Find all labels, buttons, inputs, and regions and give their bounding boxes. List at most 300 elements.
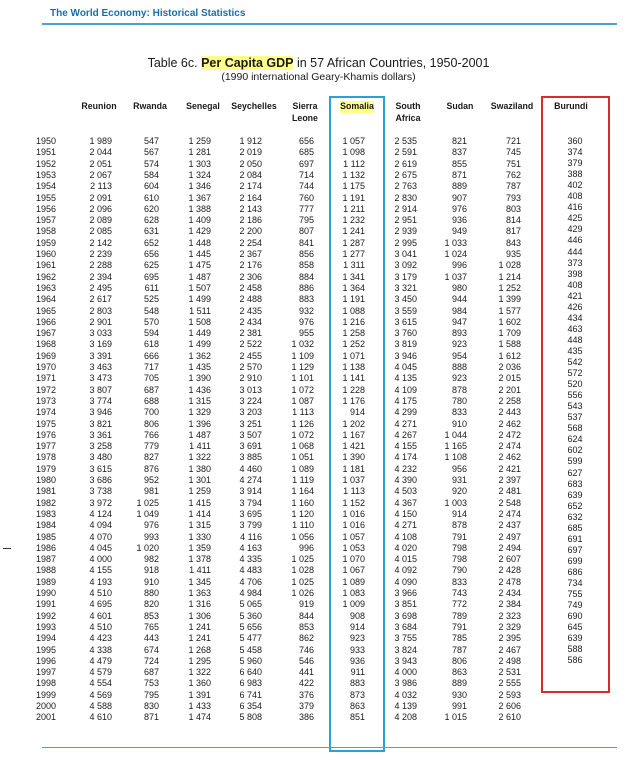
value-cell: 4 155 (89, 565, 112, 576)
year-cell: 1972 (35, 384, 56, 395)
table-row (0, 373, 637, 384)
value-cell: 1 259 (188, 136, 211, 146)
value-cell: 1 056 (291, 531, 314, 542)
value-cell: 2 763 (394, 181, 417, 192)
value-cell: 907 (451, 192, 467, 203)
value-cell: 745 (505, 147, 521, 158)
value-cell: 1 089 (291, 463, 314, 474)
year-cell: 1986 (35, 542, 56, 553)
burundi-value-cell: 586 (567, 655, 583, 666)
value-cell: 1 295 (188, 655, 211, 666)
value-cell: 1 083 (342, 588, 365, 598)
value-cell: 1 037 (342, 475, 365, 485)
burundi-value-cell: 463 (567, 323, 583, 334)
burundi-value-cell: 697 (567, 544, 583, 555)
value-cell: 4 267 (394, 429, 417, 440)
table-row (0, 257, 637, 271)
value-cell: 674 (143, 644, 159, 655)
value-cell: 1 508 (188, 316, 211, 327)
value-cell: 2 421 (498, 463, 521, 474)
value-cell: 4 569 (89, 689, 112, 700)
value-cell: 1 577 (498, 305, 521, 316)
value-cell: 1 474 (188, 712, 211, 723)
burundi-value-cell: 374 (567, 147, 583, 158)
year-cell: 1975 (35, 418, 56, 429)
burundi-value-cell: 556 (567, 390, 583, 401)
value-cell: 2 085 (89, 226, 112, 237)
value-cell: 982 (143, 554, 159, 565)
value-cell: 956 (451, 463, 467, 474)
year-cell: 1997 (35, 667, 56, 678)
burundi-value-cell: 588 (567, 644, 583, 655)
table-row (0, 317, 637, 328)
value-cell: 2 951 (394, 215, 417, 226)
year-cell: 1998 (35, 678, 56, 689)
table-row (0, 588, 637, 599)
value-cell: 1 020 (136, 542, 159, 553)
value-cell: 1 399 (498, 294, 521, 305)
value-cell: 4 390 (394, 475, 417, 485)
value-cell: 2 200 (239, 226, 262, 237)
value-cell: 1 436 (188, 384, 211, 395)
value-cell: 1 602 (498, 316, 521, 327)
value-cell: 4 695 (89, 599, 112, 610)
value-cell: 3 321 (394, 282, 417, 293)
value-cell: 4 045 (394, 362, 417, 372)
value-cell: 1 175 (342, 181, 365, 192)
year-cell: 1956 (35, 203, 56, 214)
value-cell: 2 434 (239, 316, 262, 327)
value-cell: 2 288 (89, 260, 112, 271)
value-cell: 3 966 (394, 588, 417, 598)
burundi-value-cell: 416 (567, 202, 583, 213)
value-cell: 3 986 (394, 678, 417, 689)
table-row (0, 159, 637, 170)
value-cell: 1 391 (188, 689, 211, 700)
table-row (0, 283, 637, 294)
value-cell: 2 176 (239, 260, 262, 271)
value-cell: 1 303 (188, 158, 211, 169)
value-cell: 873 (349, 689, 365, 700)
value-cell: 1 388 (188, 203, 211, 214)
year-cell: 1960 (35, 249, 56, 259)
value-cell: 2 019 (239, 147, 262, 158)
year-cell: 1965 (35, 305, 56, 316)
year-cell: 1990 (35, 588, 56, 598)
value-cell: 2 570 (239, 362, 262, 372)
value-cell: 4 208 (394, 712, 417, 723)
year-cell: 1993 (35, 621, 56, 632)
value-cell: 4 299 (394, 407, 417, 418)
value-cell: 2 050 (239, 158, 262, 169)
value-cell: 1 414 (188, 508, 211, 519)
value-cell: 1 346 (188, 181, 211, 192)
column-header-line: Seychelles (231, 101, 277, 111)
value-cell: 807 (298, 226, 314, 237)
value-cell: 790 (451, 565, 467, 576)
value-cell: 3 391 (89, 350, 112, 361)
year-cell: 1953 (35, 169, 56, 180)
value-cell: 1 009 (342, 599, 365, 610)
value-cell: 422 (298, 678, 314, 689)
value-cell: 1 912 (239, 136, 262, 146)
table-row (0, 328, 637, 339)
burundi-value-cell: 602 (567, 445, 583, 456)
value-cell: 4 135 (394, 373, 417, 384)
value-cell: 2 254 (239, 237, 262, 248)
value-cell: 791 (451, 621, 467, 632)
table-row (0, 678, 637, 689)
column-header-line: Africa (395, 112, 421, 123)
burundi-value-cell: 402 (567, 180, 583, 191)
value-cell: 863 (451, 667, 467, 678)
value-cell: 1 421 (342, 441, 365, 452)
value-cell: 785 (451, 633, 467, 644)
burundi-value-cell: 360 (567, 136, 583, 146)
value-cell: 1 330 (188, 531, 211, 542)
year-cell: 1958 (35, 226, 56, 237)
value-cell: 1 098 (342, 147, 365, 158)
value-cell: 4 335 (239, 554, 262, 565)
value-cell: 1 024 (444, 249, 467, 259)
value-cell: 2 548 (498, 497, 521, 508)
value-cell: 2 474 (498, 441, 521, 452)
burundi-value-cell: 421 (567, 290, 583, 301)
value-cell: 806 (143, 418, 159, 429)
value-cell: 893 (451, 328, 467, 339)
value-cell: 2 067 (89, 169, 112, 180)
value-cell: 618 (143, 339, 159, 350)
value-cell: 3 684 (394, 621, 417, 632)
value-cell: 1 301 (188, 475, 211, 485)
value-cell: 743 (451, 588, 467, 598)
burundi-value-cell: 444 (567, 246, 583, 257)
value-cell: 1 378 (188, 554, 211, 565)
year-cell: 1967 (35, 328, 56, 339)
year-cell: 1991 (35, 599, 56, 610)
value-cell: 871 (143, 712, 159, 723)
burundi-value-cell: 645 (567, 622, 583, 633)
value-cell: 1 449 (188, 328, 211, 339)
value-cell: 4 423 (89, 633, 112, 644)
value-cell: 1 132 (342, 169, 365, 180)
value-cell: 980 (451, 282, 467, 293)
table-row (0, 294, 637, 305)
value-cell: 546 (298, 655, 314, 666)
value-cell: 4 124 (89, 508, 112, 519)
table-row (0, 520, 637, 531)
table-row (0, 554, 637, 565)
value-cell: 2 606 (498, 701, 521, 711)
value-cell: 717 (143, 362, 159, 372)
value-cell: 2 494 (498, 542, 521, 553)
table-row (0, 532, 637, 543)
value-cell: 3 450 (394, 294, 417, 305)
value-cell: 1 322 (188, 667, 211, 678)
year-cell: 1957 (35, 215, 56, 226)
value-cell: 827 (143, 452, 159, 463)
value-cell: 2 593 (498, 689, 521, 700)
value-cell: 2 830 (394, 192, 417, 203)
value-cell: 1 033 (444, 237, 467, 248)
value-cell: 685 (298, 147, 314, 158)
value-cell: 3 686 (89, 475, 112, 485)
title-highlight: Per Capita GDP (201, 56, 294, 70)
value-cell: 1 367 (188, 192, 211, 203)
value-cell: 4 271 (394, 520, 417, 531)
value-cell: 1 025 (291, 554, 314, 565)
value-cell: 4 174 (394, 452, 417, 463)
value-cell: 1 322 (188, 452, 211, 463)
value-cell: 2 015 (498, 373, 521, 384)
value-cell: 2 675 (394, 169, 417, 180)
value-cell: 914 (451, 508, 467, 519)
value-cell: 1 119 (292, 475, 314, 485)
value-cell: 843 (505, 237, 521, 248)
value-cell: 863 (349, 701, 365, 711)
value-cell: 1 025 (136, 497, 159, 508)
value-cell: 2 036 (498, 362, 521, 372)
value-cell: 2 113 (90, 181, 112, 192)
burundi-value-cell: 446 (567, 235, 583, 246)
value-cell: 2 474 (498, 508, 521, 519)
value-cell: 1 112 (343, 158, 365, 169)
year-cell: 1962 (35, 271, 56, 282)
value-cell: 2 458 (239, 282, 262, 293)
value-cell: 594 (143, 328, 159, 339)
value-cell: 1 359 (188, 542, 211, 553)
value-cell: 1 049 (136, 508, 159, 519)
year-cell: 1951 (35, 147, 56, 158)
title-suffix: in 57 African Countries, 1950-2001 (293, 56, 490, 70)
value-cell: 2 384 (498, 599, 521, 610)
value-cell: 765 (143, 621, 159, 632)
value-cell: 888 (451, 362, 467, 372)
value-cell: 4 193 (89, 576, 112, 587)
value-cell: 574 (143, 158, 159, 169)
value-cell: 1 306 (188, 610, 211, 621)
value-cell: 4 579 (89, 667, 112, 678)
burundi-value-cell: 388 (567, 169, 583, 180)
value-cell: 628 (143, 215, 159, 226)
value-cell: 631 (143, 226, 159, 237)
value-cell: 4 094 (89, 520, 112, 531)
value-cell: 4 610 (89, 712, 112, 723)
year-cell: 1994 (35, 633, 56, 644)
value-cell: 548 (143, 305, 159, 316)
burundi-value-cell: 686 (567, 566, 583, 577)
value-cell: 772 (451, 599, 467, 610)
column-header-line: Rwanda (133, 101, 167, 111)
value-cell: 1 380 (188, 463, 211, 474)
value-cell: 1 241 (188, 633, 211, 644)
value-cell: 714 (298, 169, 314, 180)
year-cell: 1984 (35, 520, 56, 531)
value-cell: 3 224 (239, 395, 262, 406)
table-row (0, 543, 637, 554)
value-cell: 1 499 (188, 294, 211, 305)
burundi-value-cell: 568 (567, 423, 583, 434)
value-cell: 884 (298, 271, 314, 282)
value-cell: 1 315 (188, 395, 211, 406)
table-row (0, 385, 637, 396)
value-cell: 721 (505, 136, 521, 146)
value-cell: 787 (451, 644, 467, 655)
burundi-value-cell: 572 (567, 368, 583, 379)
value-cell: 4 232 (394, 463, 417, 474)
year-cell: 1982 (35, 497, 56, 508)
value-cell: 817 (505, 226, 521, 237)
table-row (0, 656, 637, 667)
value-cell: 1 341 (342, 271, 365, 282)
table-row (0, 272, 637, 283)
value-cell: 935 (505, 249, 521, 259)
value-cell: 700 (143, 407, 159, 418)
value-cell: 2 443 (498, 407, 521, 418)
value-cell: 3 013 (239, 384, 262, 395)
value-cell: 1 110 (292, 520, 314, 531)
value-cell: 923 (451, 373, 467, 384)
value-cell: 1 089 (342, 576, 365, 587)
value-cell: 4 588 (89, 701, 112, 711)
value-cell: 6 741 (239, 689, 262, 700)
value-cell: 1 232 (342, 215, 365, 226)
value-cell: 871 (451, 169, 467, 180)
value-cell: 908 (349, 610, 365, 621)
value-cell: 1 216 (342, 316, 365, 327)
value-cell: 1 363 (188, 588, 211, 598)
column-header-burundi (539, 101, 603, 113)
value-cell: 3 480 (89, 452, 112, 463)
value-cell: 1 003 (444, 497, 467, 508)
year-cell: 1981 (35, 486, 56, 497)
value-cell: 2 531 (498, 667, 521, 678)
year-cell: 1999 (35, 689, 56, 700)
value-cell: 1 448 (188, 237, 211, 248)
value-cell: 791 (451, 531, 467, 542)
value-cell: 789 (451, 610, 467, 621)
table-row (0, 475, 637, 486)
value-cell: 1 167 (342, 429, 365, 440)
value-cell: 2 455 (239, 350, 262, 361)
year-cell: 1988 (35, 565, 56, 576)
value-cell: 5 477 (239, 633, 262, 644)
value-cell: 4 338 (89, 644, 112, 655)
value-cell: 376 (298, 689, 314, 700)
value-cell: 1 259 (188, 486, 211, 497)
report-header-title: The World Economy: Historical Statistics (50, 8, 246, 19)
value-cell: 4 601 (89, 610, 112, 621)
value-cell: 1 160 (291, 497, 314, 508)
value-cell: 996 (451, 260, 467, 271)
column-header-line: Reunion (81, 101, 117, 111)
value-cell: 2 258 (498, 395, 521, 406)
value-cell: 3 755 (394, 633, 417, 644)
value-cell: 1 989 (89, 136, 112, 146)
value-cell: 656 (143, 249, 159, 259)
year-cell: 1977 (35, 441, 56, 452)
value-cell: 3 695 (239, 508, 262, 519)
value-cell: 4 070 (89, 531, 112, 542)
value-cell: 666 (143, 350, 159, 361)
value-cell: 3 972 (89, 497, 112, 508)
value-cell: 2 044 (89, 147, 112, 158)
value-cell: 4 483 (239, 565, 262, 576)
value-cell: 751 (505, 158, 521, 169)
value-cell: 1 241 (342, 226, 365, 237)
value-cell: 1 362 (188, 350, 211, 361)
value-cell: 620 (143, 203, 159, 214)
value-cell: 2 201 (498, 384, 521, 395)
value-cell: 878 (451, 520, 467, 531)
burundi-value-cell: 379 (567, 158, 583, 169)
value-cell: 547 (143, 136, 159, 146)
value-cell: 4 175 (394, 395, 417, 406)
value-cell: 5 656 (239, 621, 262, 632)
value-cell: 2 619 (394, 158, 417, 169)
value-cell: 6 354 (239, 701, 262, 711)
table-row (0, 486, 637, 497)
value-cell: 3 203 (239, 407, 262, 418)
value-cell: 3 821 (89, 418, 112, 429)
column-header-line: Somalia (340, 101, 374, 111)
value-cell: 3 463 (89, 362, 112, 372)
value-cell: 1 016 (342, 520, 365, 531)
value-cell: 931 (451, 475, 467, 485)
value-cell: 5 360 (239, 610, 262, 621)
value-cell: 1 070 (342, 554, 365, 565)
table-title (0, 56, 637, 70)
value-cell: 2 803 (89, 305, 112, 316)
burundi-value-cell: 749 (567, 600, 583, 611)
table-row (0, 306, 637, 317)
column-header-line: Swaziland (490, 101, 534, 111)
value-cell: 4 116 (240, 531, 262, 542)
value-cell: 883 (298, 294, 314, 305)
year-cell: 1983 (35, 508, 56, 519)
value-cell: 889 (451, 181, 467, 192)
table-row (0, 351, 637, 362)
value-cell: 1 108 (444, 452, 467, 463)
value-cell: 625 (143, 260, 159, 271)
value-cell: 4 092 (394, 565, 417, 576)
year-cell: 1973 (35, 395, 56, 406)
value-cell: 1 072 (291, 429, 314, 440)
value-cell: 570 (143, 316, 159, 327)
year-cell: 1970 (35, 362, 56, 372)
value-cell: 604 (143, 181, 159, 192)
table-row (0, 339, 637, 350)
value-cell: 6 983 (239, 678, 262, 689)
year-cell: 1961 (35, 260, 56, 271)
value-cell: 1 016 (342, 508, 365, 519)
value-cell: 2 467 (498, 644, 521, 655)
value-cell: 3 946 (394, 350, 417, 361)
value-cell: 2 142 (89, 237, 112, 248)
burundi-value-cell: 429 (567, 224, 583, 235)
table-row (0, 246, 637, 260)
value-cell: 3 799 (239, 520, 262, 531)
burundi-value-cell: 690 (567, 611, 583, 622)
table-row (0, 181, 637, 192)
value-cell: 3 824 (394, 644, 417, 655)
year-cell: 1964 (35, 294, 56, 305)
value-cell: 1 315 (188, 520, 211, 531)
value-cell: 2 239 (89, 249, 112, 259)
value-cell: 4 984 (239, 588, 262, 598)
table-row (0, 509, 637, 520)
value-cell: 976 (143, 520, 159, 531)
